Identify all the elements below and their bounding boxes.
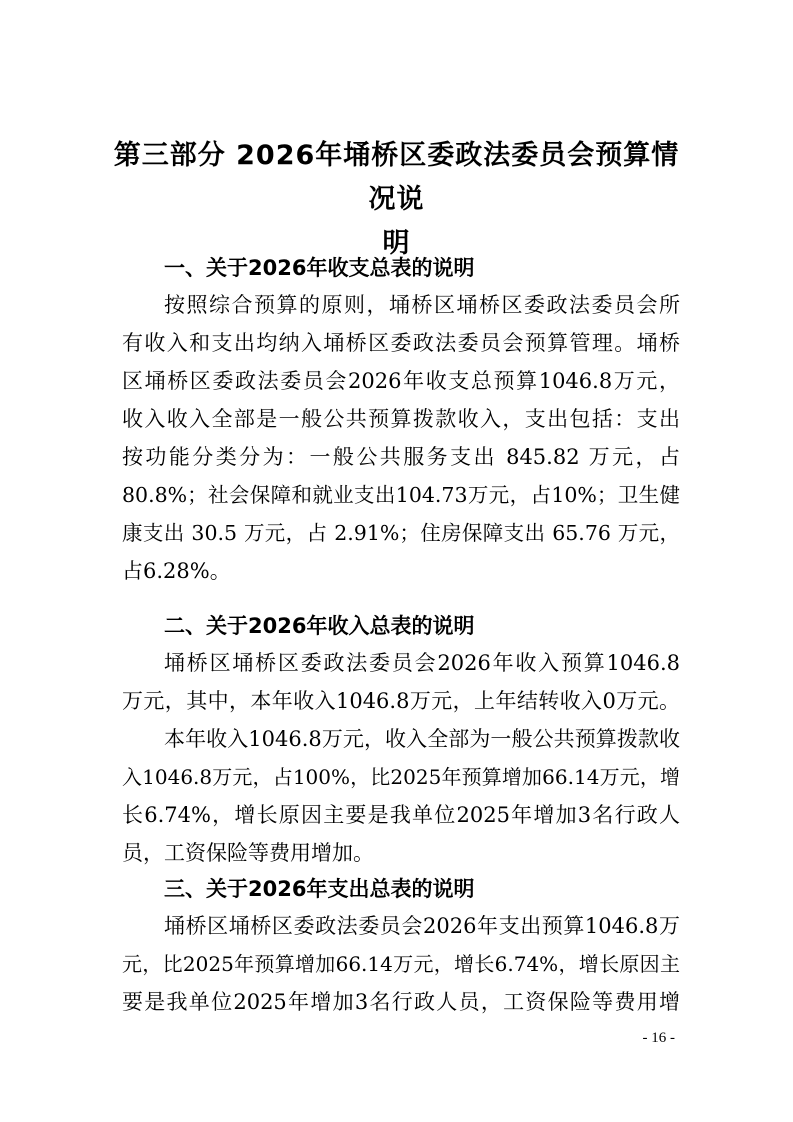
- paragraph-line: 区埇桥区委政法委员会2026年收支总预算1046.8万元，: [122, 369, 680, 393]
- section-heading-3: 三、关于2026年支出总表的说明: [164, 877, 475, 901]
- paragraph-line: 有收入和支出均纳入埇桥区委政法委员会预算管理。埇桥: [122, 331, 680, 355]
- paragraph-line: 员，工资保险等费用增加。: [122, 841, 374, 865]
- paragraph-line: 占6.28%。: [122, 559, 231, 583]
- paragraph-line: 万元，其中，本年收入1046.8万元，上年结转收入0万元。: [122, 689, 680, 713]
- paragraph-line: 按照综合预算的原则，埇桥区埇桥区委政法委员会所: [164, 293, 680, 317]
- section-heading-2: 二、关于2026年收入总表的说明: [164, 614, 475, 638]
- title-line-2: 明: [382, 228, 411, 259]
- page-number: - 16 -: [642, 1030, 675, 1046]
- paragraph-line: 康支出 30.5 万元，占 2.91%；住房保障支出 65.76 万元，: [122, 521, 680, 545]
- paragraph-line: 本年收入1046.8万元，收入全部为一般公共预算拨款收: [164, 727, 680, 751]
- paragraph-line: 元，比2025年预算增加66.14万元，增长6.74%，增长原因主: [122, 952, 680, 976]
- paragraph-line: 埇桥区埇桥区委政法委员会2026年收入预算1046.8: [164, 651, 680, 675]
- paragraph-line: 收入收入全部是一般公共预算拨款收入，支出包括：支出: [122, 407, 680, 431]
- page-title: [100, 134, 693, 266]
- paragraph-line: 长6.74%，增长原因主要是我单位2025年增加3名行政人: [122, 803, 680, 827]
- paragraph-line: 入1046.8万元，占100%，比2025年预算增加66.14万元，增: [122, 765, 680, 789]
- paragraph-line: 按功能分类分为：一般公共服务支出 845.82 万元，占: [122, 445, 680, 469]
- title-line-1: 第三部分 2026年埇桥区委政法委员会预算情况说: [113, 140, 680, 215]
- paragraph-line: 要是我单位2025年增加3名行政人员，工资保险等费用增: [122, 990, 680, 1014]
- paragraph-line: 80.8%；社会保障和就业支出104.73万元，占10%；卫生健: [122, 483, 680, 507]
- section-heading-1: 一、关于2026年收支总表的说明: [164, 256, 475, 280]
- paragraph-line: 埇桥区埇桥区委政法委员会2026年支出预算1046.8万: [164, 914, 680, 938]
